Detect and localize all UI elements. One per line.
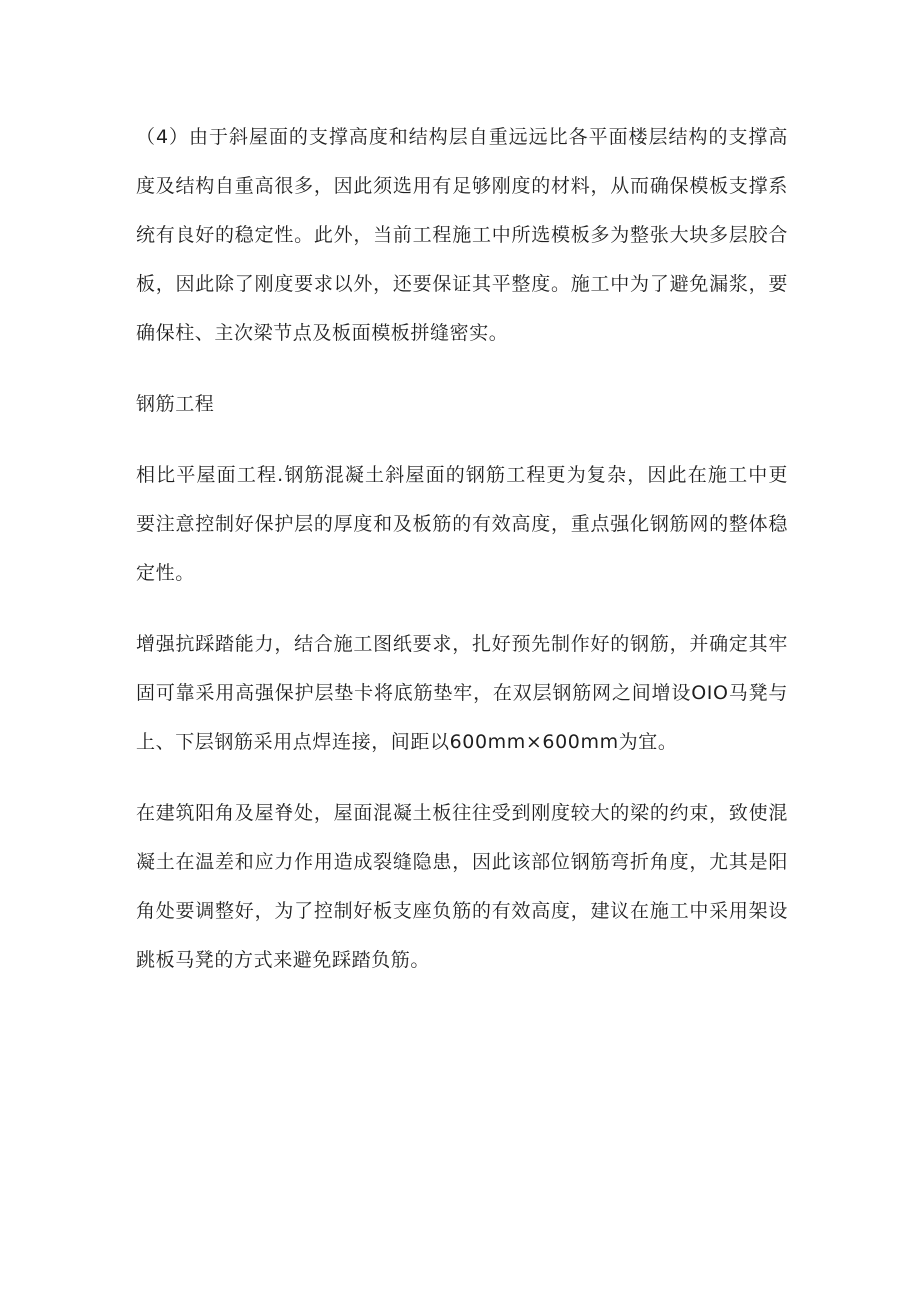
paragraph-rebar-intro: 相比平屋面工程.钢筋混凝土斜屋面的钢筋工程更为复杂，因此在施工中更要注意控制好保护层的厚度和及板筋的有效高度，重点强化钢筋网的整体稳定性。: [136, 464, 788, 584]
document-body: [136, 113, 788, 985]
section-heading-rebar-works: 钢筋工程: [136, 393, 215, 415]
paragraph-trample-resistance: 增强抗踩踏能力，结合施工图纸要求，扎好预先制作好的钢筋，并确定其牢固可靠采用高强保护层垫卡将底筋垫牢，在双层钢筋网之间增设OIO马凳与上、下层钢筋采用点焊连接，间距以600mm×600mm为宜。: [136, 633, 788, 753]
paragraph-corner-ridge: 在建筑阳角及屋脊处，屋面混凝土板往往受到刚度较大的梁的约束，致使混凝土在温差和应力作用造成裂缝隐患，因此该部位钢筋弯折角度，尤其是阳角处要调整好，为了控制好板支座负筋的有效高度，建议在施工中采用架设跳板马凳的方式来避免踩踏负筋。: [136, 802, 788, 971]
paragraph-formwork-note-4: （4）由于斜屋面的支撑高度和结构层自重远远比各平面楼层结构的支撑高度及结构自重高很多，因此须选用有足够刚度的材料，从而确保模板支撑系统有良好的稳定性。此外，当前工程施工中所选模板多为整张大块多层胶合板，因此除了刚度要求以外，还要保证其平整度。施工中为了避免漏浆，要确保柱、主次梁节点及板面模板拼缝密实。: [136, 126, 788, 344]
